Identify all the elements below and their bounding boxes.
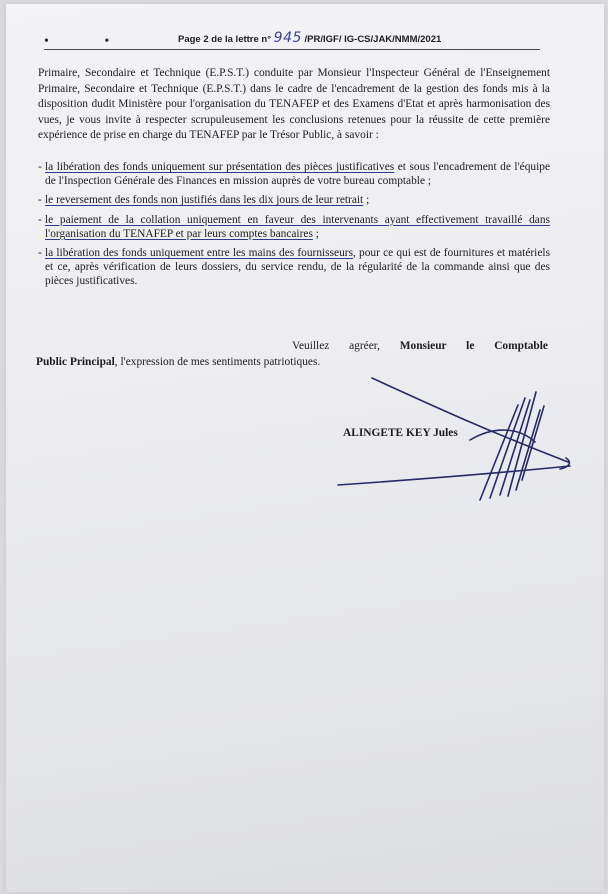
signatory-name: ALINGETE KEY Jules [343, 427, 458, 439]
underlined-text: la libération des fonds uniquement entre les mains des fournisseurs [45, 247, 354, 260]
closing-formula [36, 338, 548, 370]
addressee-part-2: Public Principal [36, 356, 115, 368]
item-text: et sous l'encadrement de l'équipe de l'Inspection Générale des Finances en mission auprès de votre bureau comptable ; [45, 161, 550, 188]
item-text: , pour ce qui est de fournitures et matériels et ce, après vérification de leurs dossiers, du service rendu, de la régularité de la commande ainsi que des pièces justificatives. [45, 247, 551, 288]
closing-line-1 [36, 338, 548, 354]
underlined-text: le paiement de la collation uniquement en faveur des intervenants ayant effectivement travaillé dans l'organisation du TENAFEP et par leurs comptes bancaires [45, 213, 550, 240]
letter-number-handwritten: 945 [273, 30, 302, 46]
handwritten-signature [330, 370, 580, 510]
body-paragraph: Primaire, Secondaire et Technique (E.P.S.T.) conduite par Monsieur l'Inspecteur Général de l'Enseignement Primaire, Secondaire et Technique (E.P.S.T.) dans le cadre de l'encadrement de la gestion des fonds mis à la disposition dudit Ministère pour l'organisation du TENAFEP et des Examens d'Etat et après harmonisation des vues, je vous invite à respecter scrupuleusement les conclusions retenues pour la réussite de cette première expérience de prise en charge du TENAFEP par le Trésor Public, à savoir : [38, 67, 550, 142]
page-header-prefix: Page 2 de la lettre n° [178, 34, 272, 45]
letter-body [38, 66, 550, 144]
conclusions-list [38, 160, 550, 294]
item-text: ; [312, 227, 319, 240]
page-header [178, 30, 441, 46]
underlined-text: la libération des fonds uniquement sur présentation des pièces justificatives [45, 161, 395, 173]
closing-end: , l'expression de mes sentiments patriotiques. [114, 356, 321, 368]
header-divider [44, 49, 540, 50]
punch-marks: • • [44, 34, 136, 49]
letter-reference: /PR/IGF/ IG-CS/JAK/NMM/2021 [304, 34, 442, 45]
closing-start: Veuillez agréer, [292, 340, 380, 352]
underlined-text: le reversement des fonds non justifiés dans les dix jours de leur retrait [45, 194, 364, 207]
addressee-part-1: Monsieur le Comptable [399, 340, 548, 352]
list-item: - le reversement des fonds non justifiés dans les dix jours de leur retrait ; [38, 194, 370, 207]
item-text: ; [363, 194, 370, 207]
closing-line-2 [36, 354, 548, 370]
list-item: - la libération des fonds uniquement entre les mains des fournisseurs, pour ce qui est de fournitures et matériels et ce, après vérification de leurs dossiers, du service rendu, de la régularité de la commande ainsi que des pièces justificatives. [38, 247, 551, 288]
list-item: - la libération des fonds uniquement sur présentation des pièces justificatives et sous l'encadrement de l'équipe de l'Inspection Générale des Finances en mission auprès de votre bureau comptable ; [38, 161, 550, 188]
list-item: - le paiement de la collation uniquement en faveur des intervenants ayant effectivement travaillé dans l'organisation du TENAFEP et par leurs comptes bancaires ; [38, 213, 550, 240]
